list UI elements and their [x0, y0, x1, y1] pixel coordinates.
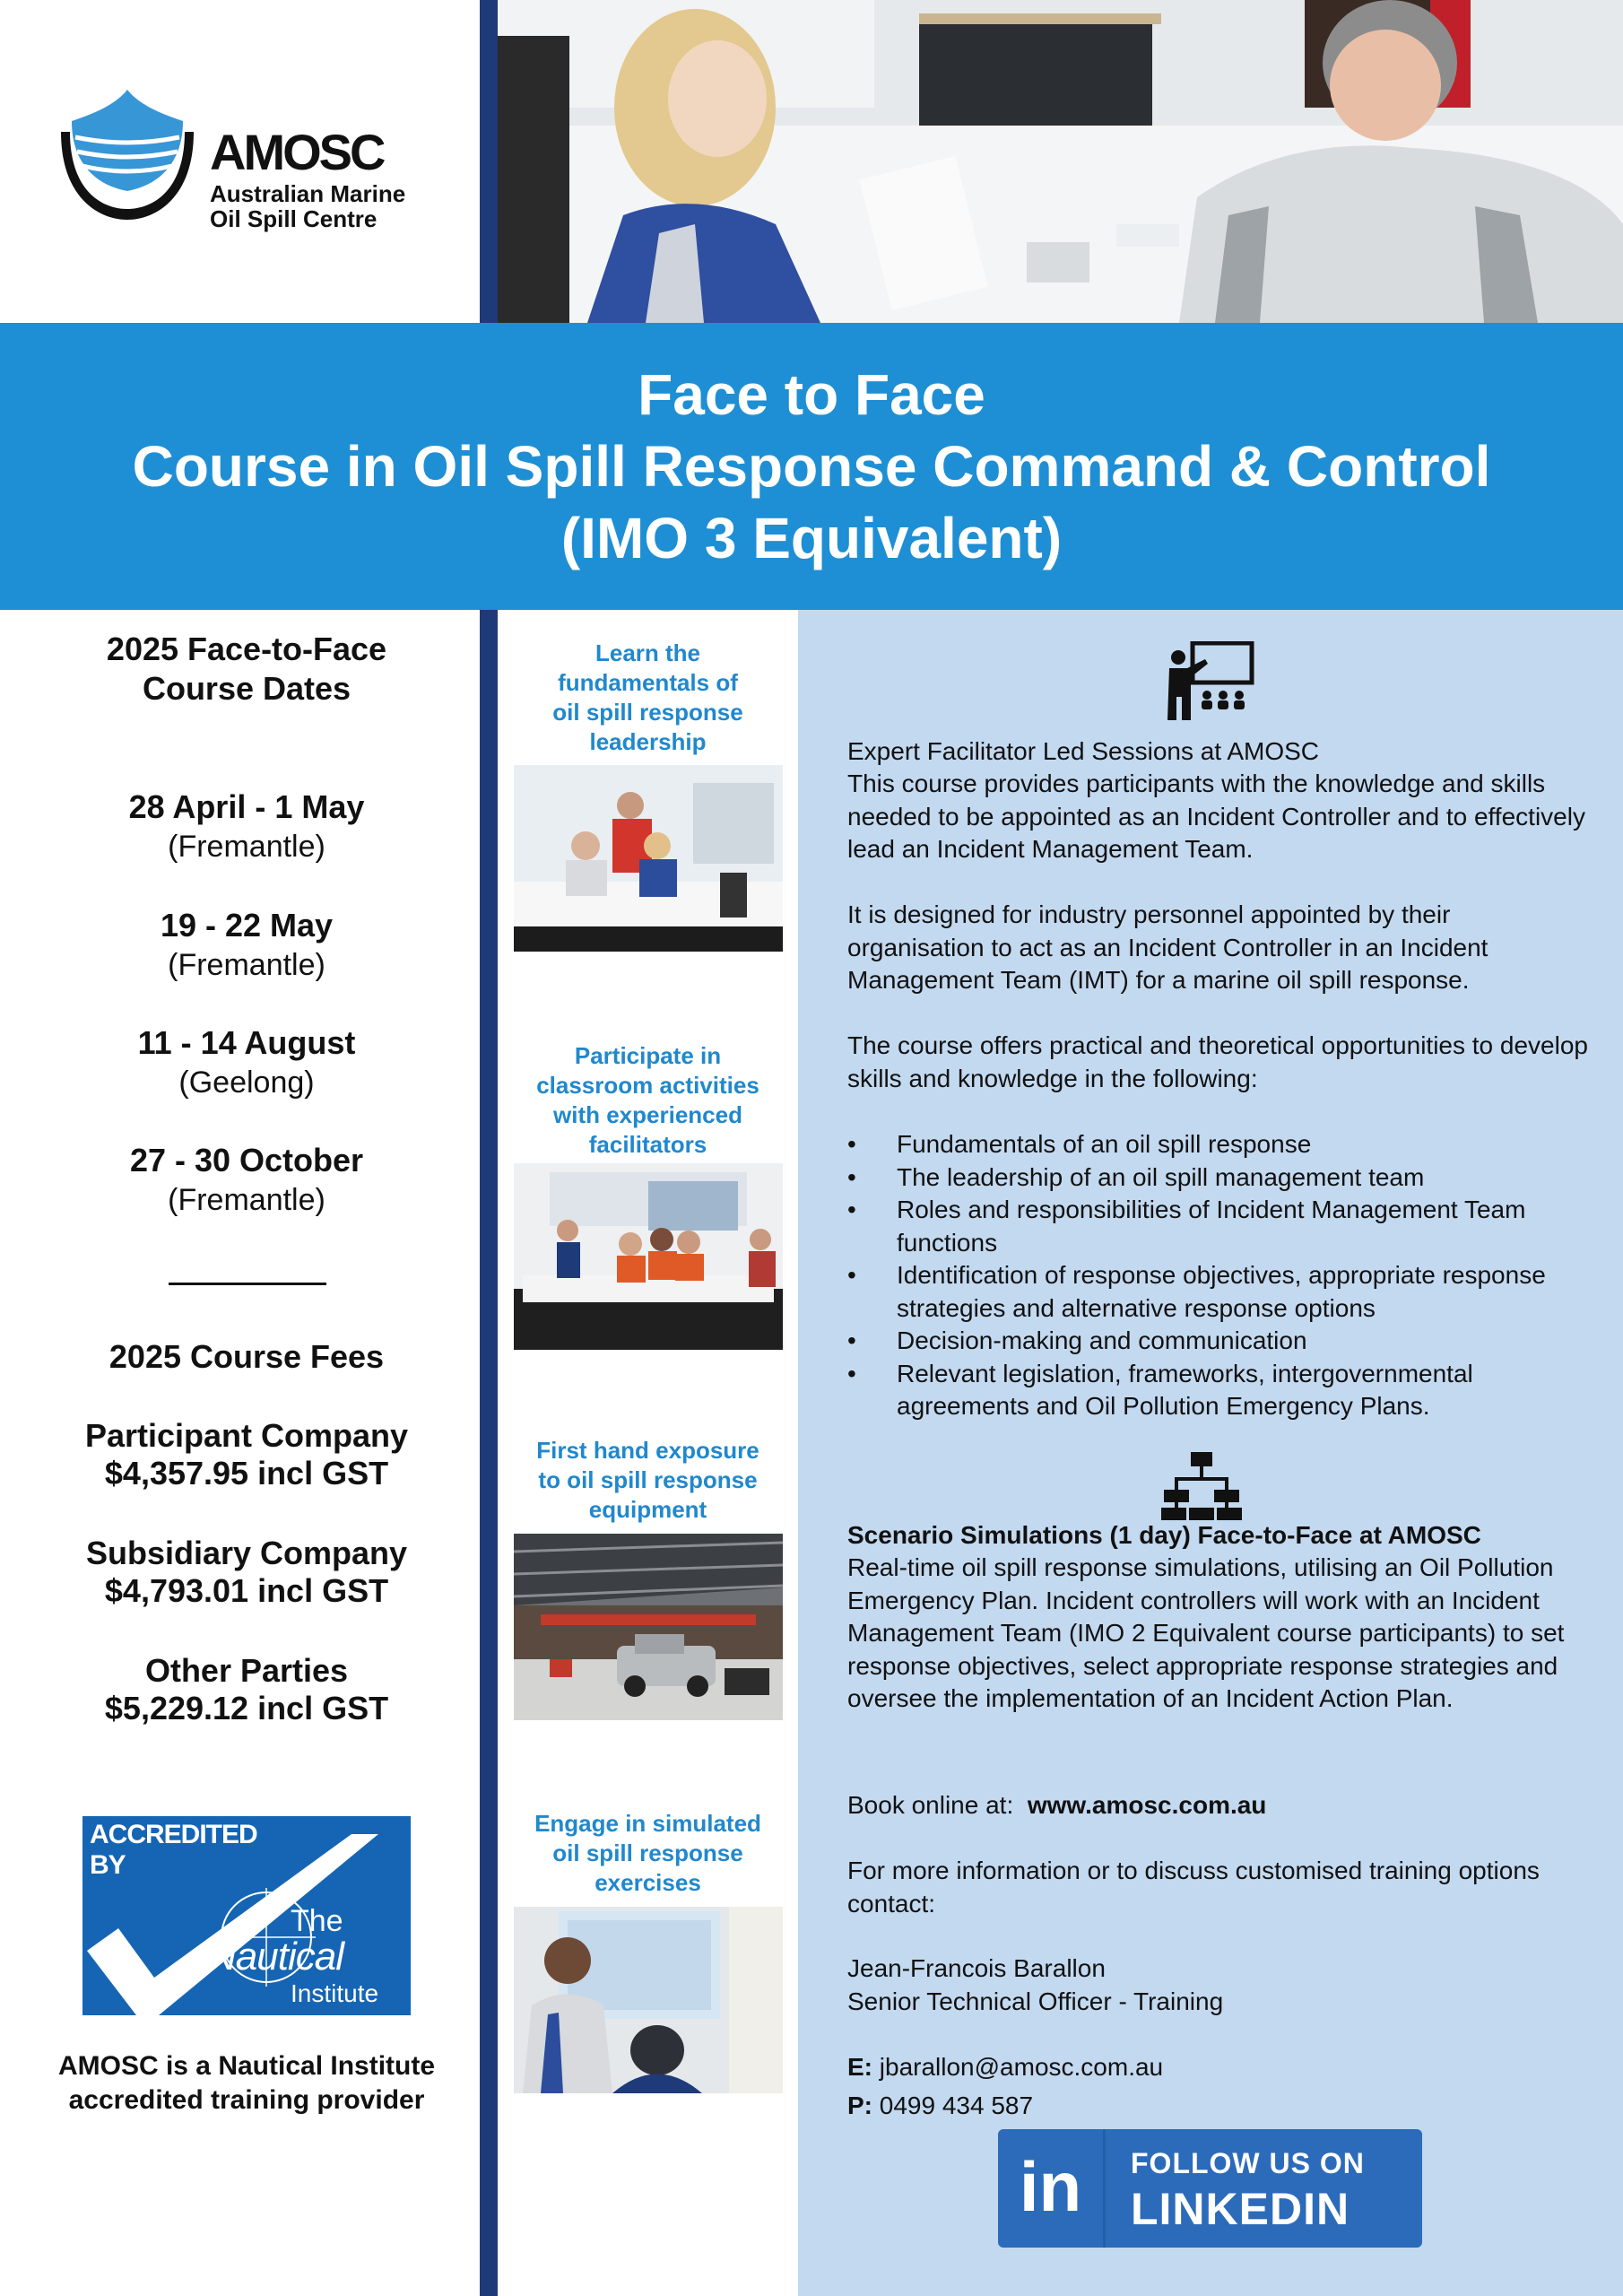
highlight-caption-line: facilitators — [588, 1131, 707, 1158]
contact-role: Senior Technical Officer - Training — [847, 1987, 1224, 2015]
facilitator-heading: Expert Facilitator Led Sessions at AMOSC — [847, 737, 1319, 765]
badge-line2: BY — [90, 1850, 126, 1880]
highlights-column — [498, 610, 798, 2296]
accreditation-caption-line1: AMOSC is a Nautical Institute — [57, 2051, 436, 2081]
highlight-caption — [498, 639, 798, 757]
list-item: • The leadership of an oil spill management team — [847, 1161, 1592, 1195]
nautical-institute-badge — [82, 1816, 411, 2015]
fee-price: $4,793.01 incl GST — [104, 1572, 389, 1609]
fee-label: Subsidiary Company — [85, 1535, 408, 1571]
highlight-photo-warehouse — [514, 1534, 783, 1720]
contact-name: Jean-Francois Barallon — [847, 1954, 1106, 1982]
fee-price: $5,229.12 incl GST — [104, 1690, 389, 1726]
org-chart-icon — [1159, 1450, 1244, 1522]
facilitator-paragraph-1: This course provides participants with the knowledge and skills needed to be appointed as an Incident Controller and to effectively lead an Incident Management Team. — [847, 770, 1585, 863]
course-date: 19 - 22 May — [160, 907, 334, 944]
highlight-caption-line: with experienced — [553, 1101, 742, 1128]
highlight-photo-classroom — [514, 765, 783, 952]
contact-email — [847, 2051, 1592, 2084]
list-item: • Roles and responsibilities of Incident Management Team functions — [847, 1194, 1592, 1259]
logo-subtitle-line1: Australian Marine — [210, 180, 406, 207]
linkedin-follow-text: FOLLOW US ON — [1131, 2147, 1365, 2179]
fee-label: Other Parties — [144, 1652, 349, 1689]
course-location: (Fremantle) — [168, 1183, 325, 1217]
book-label: Book online at: — [847, 1791, 1014, 1819]
badge-nautical: Nautical — [208, 1935, 343, 1979]
logo-area — [0, 0, 480, 323]
skills-list — [847, 1128, 1592, 1423]
highlight-photo-facilitators — [514, 1163, 783, 1350]
scenario-heading: Scenario Simulations (1 day) Face-to-Face at AMOSC — [847, 1521, 1481, 1549]
course-location: (Geelong) — [178, 1065, 315, 1100]
highlight-caption — [498, 1041, 798, 1160]
highlight-caption-line: Participate in — [574, 1042, 722, 1069]
title-banner — [0, 323, 1623, 610]
details-column — [798, 610, 1623, 2296]
course-location: (Fremantle) — [168, 948, 325, 982]
title-line2: Course in Oil Spill Response Command & Control — [132, 434, 1491, 499]
navy-divider-top — [480, 0, 498, 323]
navy-divider-middle — [480, 610, 498, 2296]
linkedin-name: LINKEDIN — [1131, 2184, 1350, 2234]
hero-photo — [498, 0, 1623, 323]
highlight-caption-line: fundamentals of — [558, 669, 738, 696]
phone-label: P: — [847, 2092, 872, 2119]
highlight-caption-line: oil spill response — [552, 1839, 743, 1866]
highlight-caption-line: to oil spill response — [538, 1466, 758, 1493]
accreditation-caption-line2: accredited training provider — [68, 2085, 425, 2115]
title-line1: Face to Face — [638, 362, 985, 427]
presenter-icon — [1166, 641, 1255, 722]
hero-photo-illustration — [498, 0, 1623, 323]
linkedin-icon: in — [998, 2129, 1106, 2248]
badge-institute: Institute — [291, 1979, 379, 2007]
highlight-caption-line: Learn the — [595, 639, 701, 666]
list-item: • Decision-making and communication — [847, 1325, 1592, 1358]
water-drop-logo-icon — [54, 85, 202, 229]
logo-wordmark: AMOSC — [210, 124, 384, 180]
highlight-caption-line: oil spill response — [552, 699, 743, 726]
course-date: 27 - 30 October — [129, 1142, 364, 1178]
list-item: • Fundamentals of an oil spill response — [847, 1128, 1592, 1161]
title-line3: (IMO 3 Equivalent) — [560, 506, 1063, 570]
email-link[interactable]: jbarallon@amosc.com.au — [879, 2053, 1164, 2081]
list-item: • Identification of response objectives, appropriate response strategies and alternative response options — [847, 1259, 1592, 1325]
email-label: E: — [847, 2053, 872, 2081]
book-online — [847, 1789, 1592, 1822]
phone-number[interactable]: 0499 434 587 — [879, 2092, 1034, 2119]
highlight-caption-line: First hand exposure — [536, 1437, 759, 1464]
contact-phone — [847, 2090, 1592, 2123]
badge-line1: ACCREDITED — [90, 1820, 257, 1849]
left-column — [0, 610, 480, 2296]
more-info-text: For more information or to discuss customised training options contact: — [847, 1857, 1540, 1918]
course-location: (Fremantle) — [168, 830, 325, 864]
list-item: • Relevant legislation, frameworks, intergovernmental agreements and Oil Pollution Emergency Plans. — [847, 1358, 1592, 1423]
highlight-caption — [498, 1436, 798, 1525]
facilitator-paragraph-3: The course offers practical and theoretical opportunities to develop skills and knowledge in the following: — [847, 1031, 1588, 1092]
course-date: 11 - 14 August — [137, 1024, 356, 1061]
highlight-caption-line: equipment — [588, 1496, 707, 1523]
highlight-caption — [498, 1809, 798, 1898]
fee-label: Participant Company — [84, 1417, 409, 1454]
highlight-caption-line: classroom activities — [536, 1072, 759, 1099]
highlight-photo-exercise — [514, 1907, 783, 2093]
section-divider — [169, 1283, 326, 1285]
fee-price: $4,357.95 incl GST — [104, 1455, 389, 1492]
highlight-caption-line: exercises — [595, 1869, 701, 1896]
fees-heading: 2025 Course Fees — [108, 1338, 385, 1375]
logo-subtitle — [210, 181, 405, 231]
highlight-caption-line: Engage in simulated — [534, 1810, 761, 1837]
facilitator-paragraph-2: It is designed for industry personnel appointed by their organisation to act as an Incident Controller in an Incident Management Team (IMT) for a marine oil spill response. — [847, 900, 1488, 994]
scenario-paragraph: Real-time oil spill response simulations, utilising an Oil Pollution Emergency Plan. Incident controllers will work with an Incident Management Team (IMO 2 Equivalent course participants) to set response objectives, select appropriate response strategies and oversee the implementation of an Incident Action Plan. — [847, 1553, 1565, 1712]
highlight-caption-line: leadership — [589, 728, 707, 755]
course-date: 28 April - 1 May — [128, 788, 365, 825]
logo-subtitle-line2: Oil Spill Centre — [210, 205, 378, 232]
website-link[interactable]: www.amosc.com.au — [1027, 1791, 1267, 1819]
dates-heading-line2: Course Dates — [142, 670, 352, 707]
accreditation-caption — [0, 2049, 493, 2118]
linkedin-follow-button[interactable] — [998, 2129, 1422, 2248]
badge-the: The — [291, 1904, 343, 1938]
dates-heading-line1: 2025 Face-to-Face — [106, 631, 387, 667]
